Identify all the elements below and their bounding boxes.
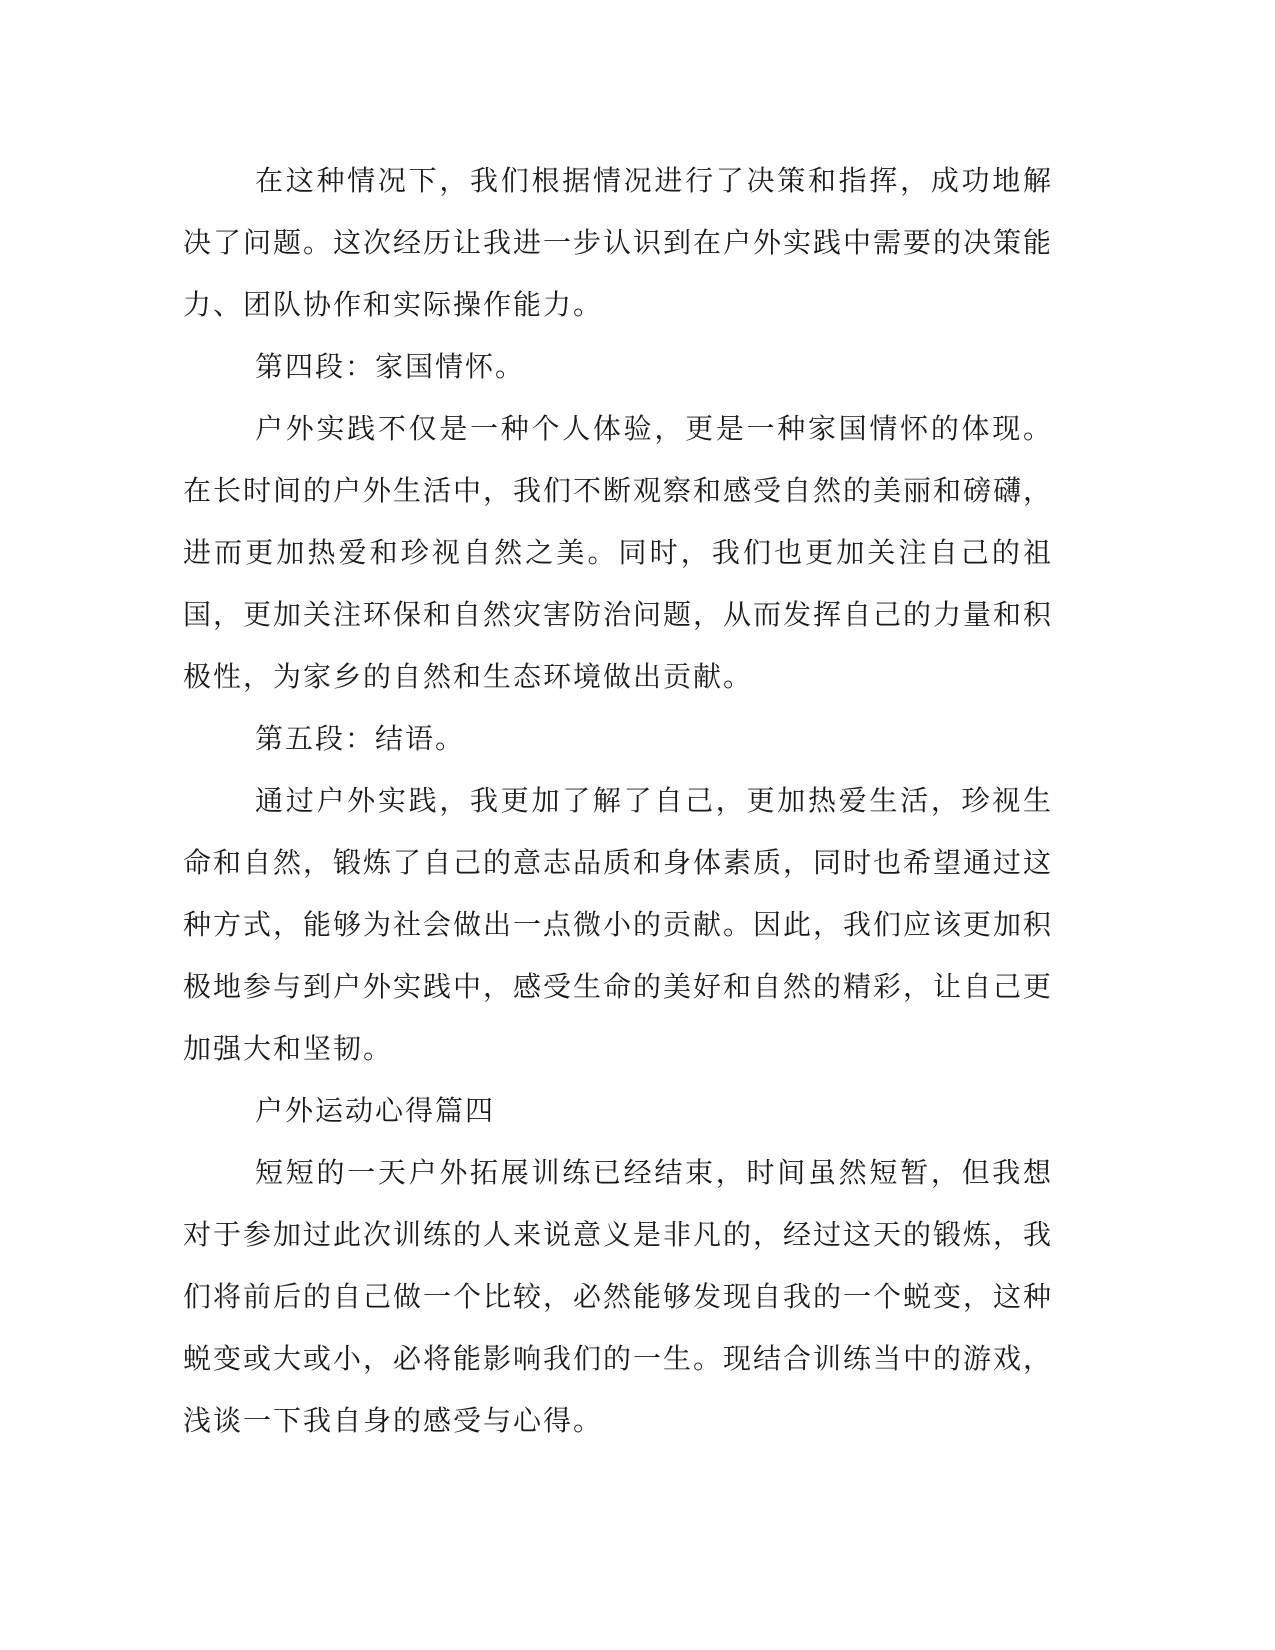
paragraph-decision-making: 在这种情况下，我们根据情况进行了决策和指挥，成功地解决了问题。这次经历让我进一步认识到在户外实践中需要的决策能力、团队协作和实际操作能力。: [183, 164, 1054, 321]
paragraph-patriotism: 户外实践不仅是一种个人体验，更是一种家国情怀的体现。在长时间的户外生活中，我们不断观察和感受自然的美丽和磅礴，进而更加热爱和珍视自然之美。同时，我们也更加关注自己的祖国，更加关注环保和自然灾害防治问题，从而发挥自己的力量和积极性，为家乡的自然和生态环境做出贡献。: [183, 412, 1054, 693]
section-heading-four: 第四段：家国情怀。: [255, 350, 526, 383]
paragraph-conclusion: 通过户外实践，我更加了解了自己，更加热爱生活，珍视生命和自然，锻炼了自己的意志品质和身体素质，同时也希望通过这种方式，能够为社会做出一点微小的贡献。因此，我们应该更加积极地参与到户外实践中，感受生命的美好和自然的精彩，让自己更加强大和坚韧。: [183, 784, 1054, 1065]
article-title-part-four: 户外运动心得篇四: [255, 1094, 496, 1127]
paragraph-outdoor-training: 短短的一天户外拓展训练已经结束，时间虽然短暂，但我想对于参加过此次训练的人来说意义是非凡的，经过这天的锻炼，我们将前后的自己做一个比较，必然能够发现自我的一个蜕变，这种蜕变或大或小，必将能影响我们的一生。现结合训练当中的游戏，浅谈一下我自身的感受与心得。: [183, 1156, 1054, 1437]
document-body: [183, 150, 1053, 1452]
section-heading-five: 第五段：结语。: [255, 722, 466, 755]
